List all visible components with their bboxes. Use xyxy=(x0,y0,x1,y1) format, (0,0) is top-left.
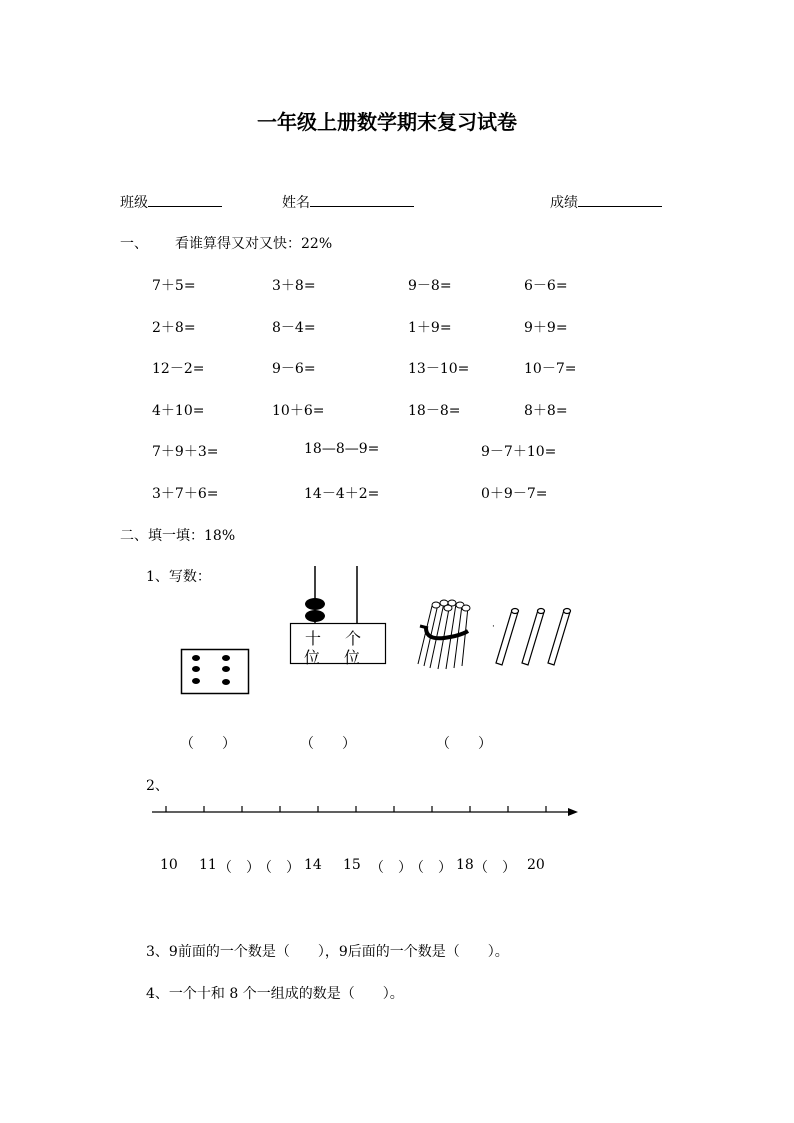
score-label: 成绩 xyxy=(550,195,578,211)
problem: 0＋9－7= xyxy=(481,486,548,502)
number-line-value: 14 xyxy=(304,857,322,873)
section1-number: 一、 xyxy=(120,236,148,252)
problem: 4＋10= xyxy=(152,403,205,419)
problem: 12－2= xyxy=(152,361,205,377)
class-label: 班级 xyxy=(120,195,148,211)
name-label: 姓名 xyxy=(282,195,310,211)
problem: 7＋9＋3= xyxy=(152,444,219,460)
section2-heading: 二、填一填：18% xyxy=(120,528,236,544)
number-line-value: 18 xyxy=(456,857,474,873)
number-line-blank[interactable]: （ ） xyxy=(370,860,412,876)
score-field xyxy=(550,192,662,212)
answer-blank[interactable]: （ ） xyxy=(180,736,236,752)
problem: 8＋8= xyxy=(524,403,568,419)
problem: 1＋9= xyxy=(408,320,452,336)
q1-label: 1、写数： xyxy=(146,569,211,585)
section1-heading: 看谁算得又对又快：22% xyxy=(175,236,333,252)
problem: 9－8= xyxy=(408,278,452,294)
bundle-mark: · xyxy=(492,622,495,632)
problem: 9－6= xyxy=(272,361,316,377)
problem: 14－4＋2= xyxy=(304,486,380,502)
number-line-value: 15 xyxy=(343,857,361,873)
stick-bundle-image xyxy=(414,598,476,674)
abacus-ones-label: 个 xyxy=(345,629,362,648)
problem: 13－10= xyxy=(408,361,470,377)
number-line-value: 10 xyxy=(160,857,178,873)
q3-text: 3、9前面的一个数是（ ），9后面的一个数是（ ）。 xyxy=(146,944,509,960)
problem: 10＋6= xyxy=(272,403,325,419)
number-line-value: 20 xyxy=(527,857,545,873)
number-line-value: 11 xyxy=(199,857,217,873)
number-line-blank[interactable]: （ ） xyxy=(258,860,300,876)
problem: 2＋8= xyxy=(152,320,196,336)
problem: 7＋5= xyxy=(152,278,196,294)
number-line-blank[interactable]: （ ） xyxy=(474,860,516,876)
dots-card-image xyxy=(181,649,249,694)
abacus-tens-label: 十 xyxy=(305,629,322,648)
name-field xyxy=(282,192,414,212)
problem: 10－7= xyxy=(524,361,577,377)
name-blank[interactable] xyxy=(310,192,414,207)
answer-blank[interactable]: （ ） xyxy=(436,736,492,752)
problem: 3＋8= xyxy=(272,278,316,294)
problem: 9＋9= xyxy=(524,320,568,336)
problem: 18—8—9= xyxy=(304,441,380,457)
problem: 9－7＋10= xyxy=(481,444,557,460)
problem: 6－6= xyxy=(524,278,568,294)
problem: 18－8= xyxy=(408,403,461,419)
q2-label: 2、 xyxy=(146,778,169,794)
q4-text: 4、一个十和 8 个一组成的数是（ ）。 xyxy=(146,986,404,1002)
class-blank[interactable] xyxy=(148,192,222,207)
class-field xyxy=(120,192,222,212)
problem: 3＋7＋6= xyxy=(152,486,219,502)
problem: 8－4= xyxy=(272,320,316,336)
abacus-wei-label: 位 xyxy=(304,648,321,667)
answer-blank[interactable]: （ ） xyxy=(300,736,356,752)
abacus-wei-label: 位 xyxy=(344,648,361,667)
number-line xyxy=(152,800,578,822)
number-line-blank[interactable]: （ ） xyxy=(218,860,260,876)
score-blank[interactable] xyxy=(578,192,662,207)
single-sticks-image xyxy=(492,607,584,669)
page-title: 一年级上册数学期末复习试卷 xyxy=(257,110,517,134)
number-line-blank[interactable]: （ ） xyxy=(410,860,452,876)
